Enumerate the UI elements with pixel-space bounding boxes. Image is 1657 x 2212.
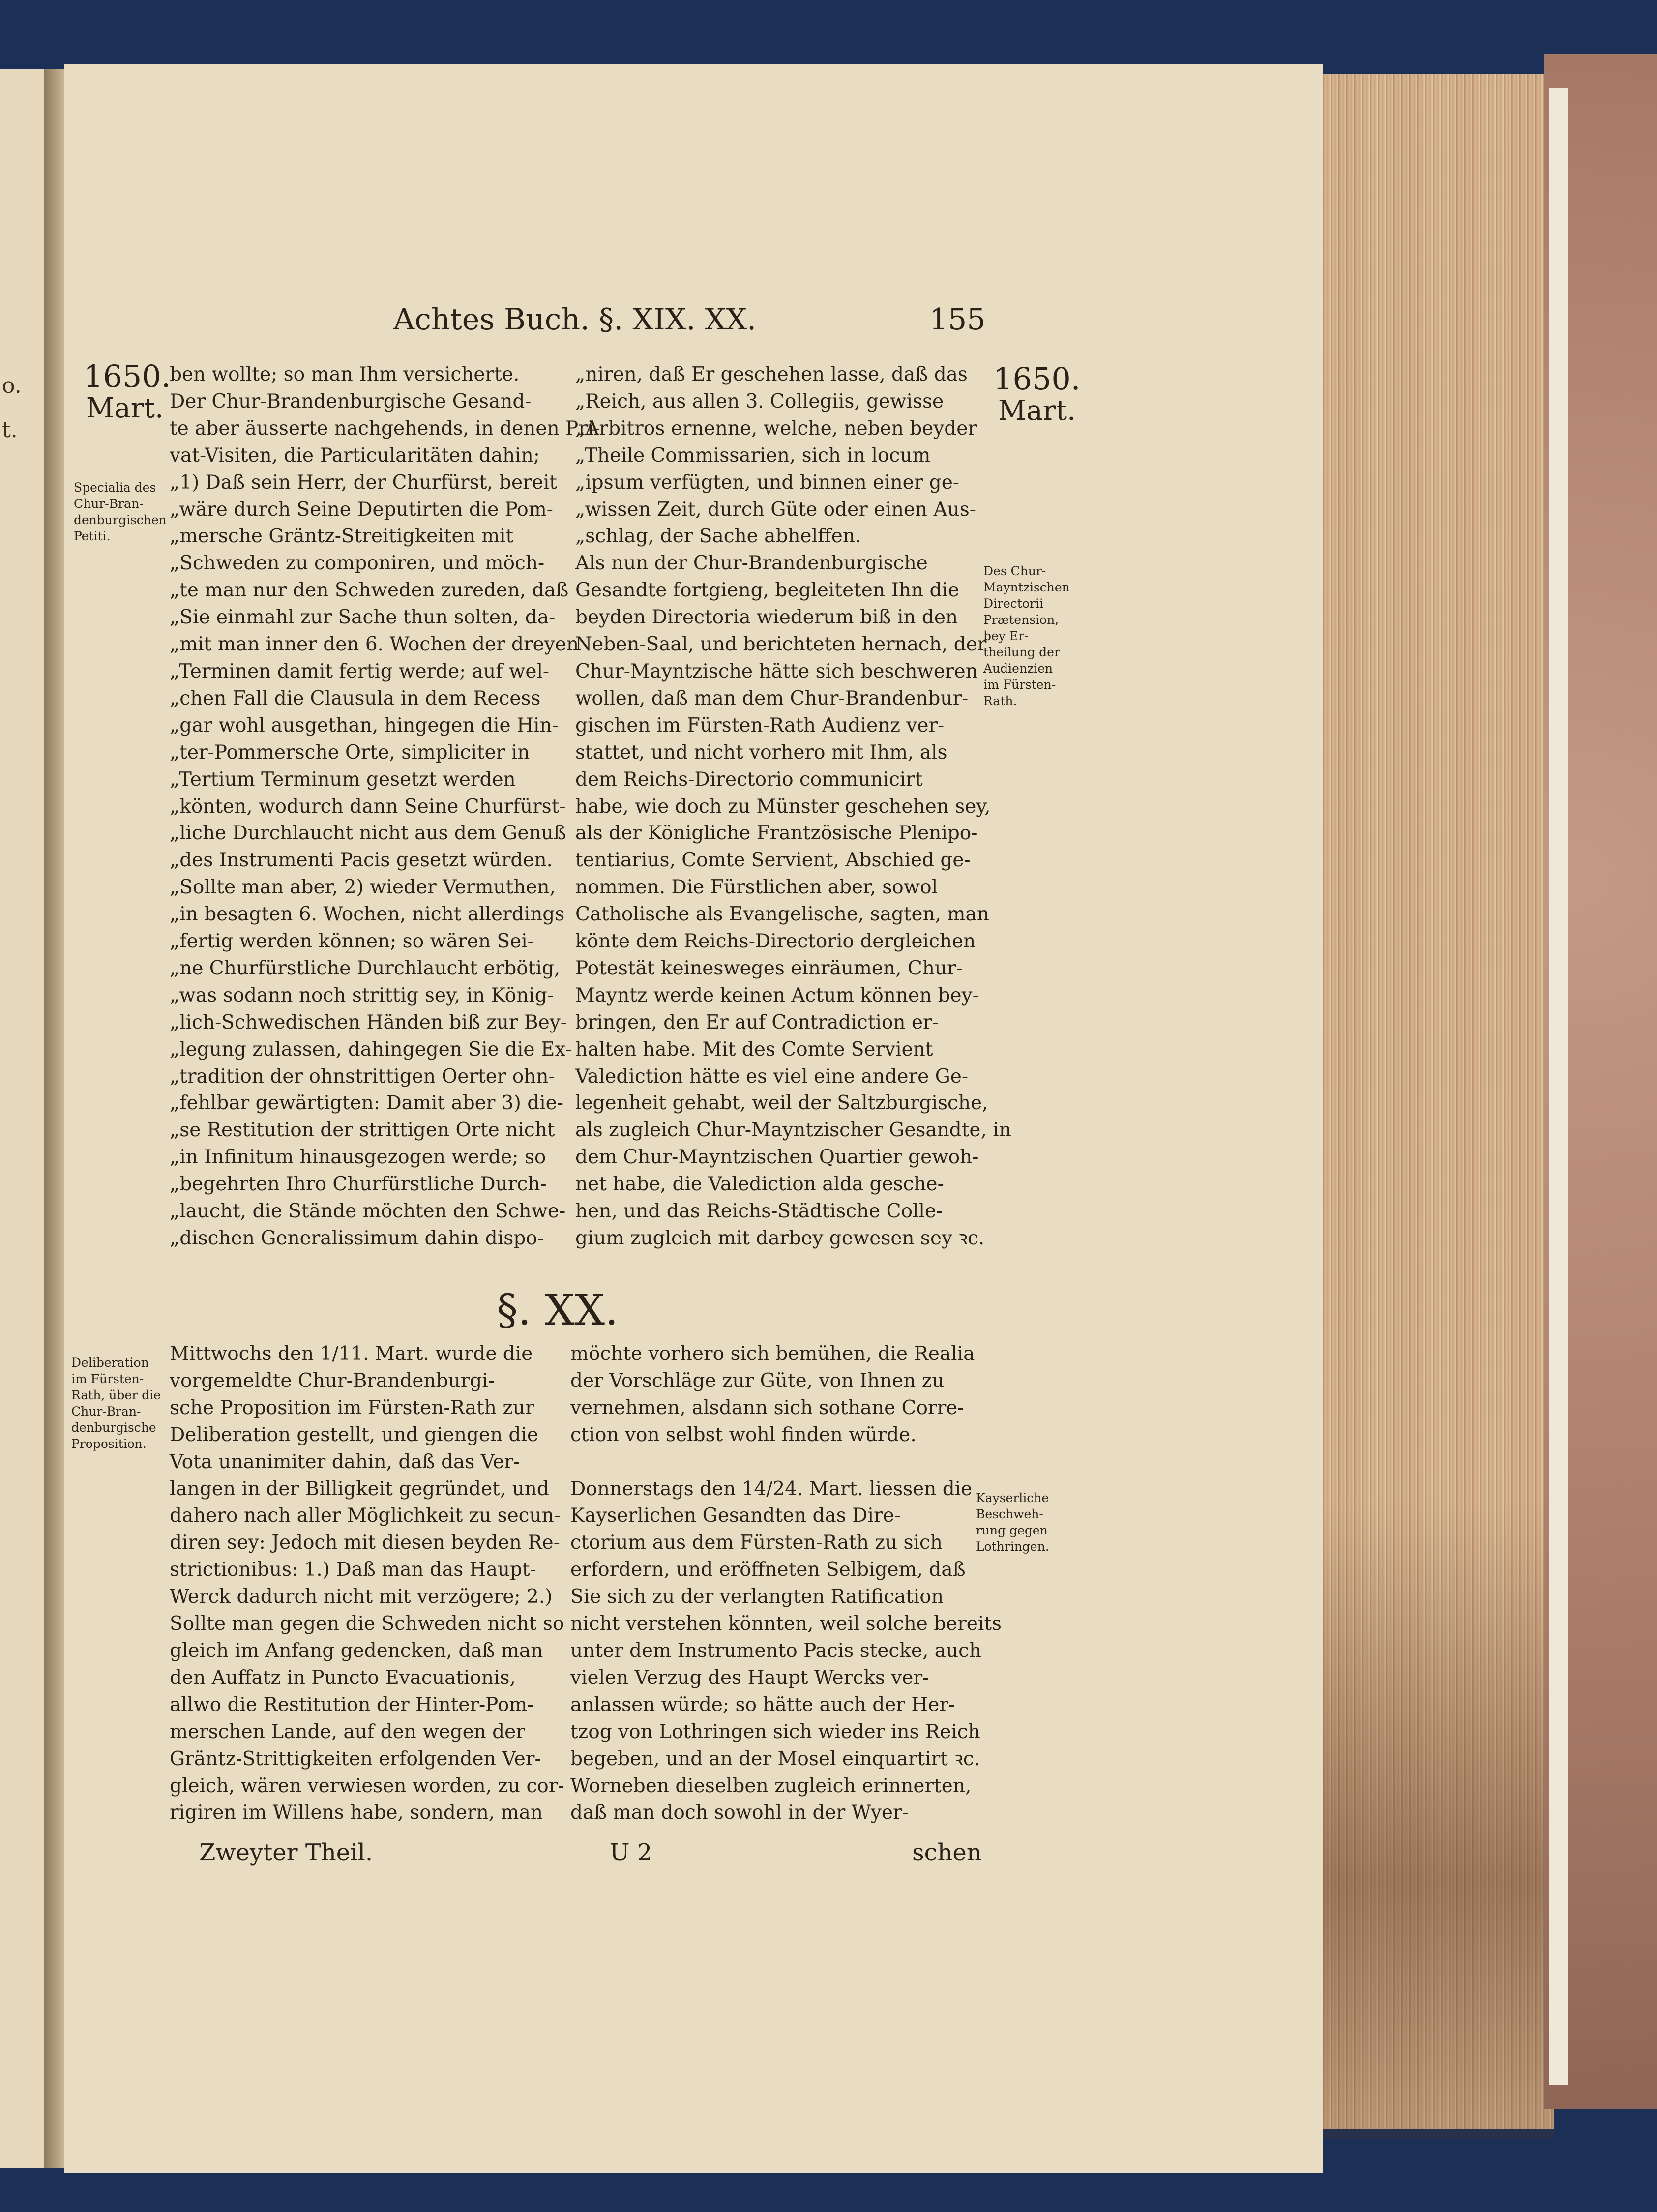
text-line: „mersche Gräntz-Streitigkeiten mit — [170, 525, 514, 548]
running-header — [393, 302, 986, 347]
margin-month-right: Mart. — [998, 395, 1076, 427]
text-line: „Reich, aus allen 3. Collegiis, gewisse — [575, 390, 944, 413]
note-line: Prætension, — [983, 613, 1059, 627]
text-line: „begehrten Ihro Churfürstliche Durch- — [170, 1173, 547, 1196]
text-line: der Vorschläge zur Güte, von Ihnen zu — [570, 1369, 945, 1392]
text-line: ction von selbst wohl finden würde. — [570, 1423, 917, 1446]
note-line: bey Er- — [983, 629, 1029, 643]
text-line: könte dem Reichs-Directorio dergleichen — [575, 930, 976, 953]
note-line: Specialia des — [74, 480, 156, 495]
footer-volume: Zweyter Theil. — [199, 1839, 373, 1866]
text-line: wollen, daß man dem Chur-Brandenbur- — [575, 687, 969, 709]
text-line: Valediction hätte es viel eine andere Ge- — [575, 1065, 969, 1088]
text-line: Catholische als Evangelische, sagten, man — [575, 903, 989, 926]
text-line: den Auffatz in Puncto Evacuationis, — [170, 1666, 516, 1689]
text-line: gischen im Fürsten-Rath Audienz ver- — [575, 714, 945, 737]
text-line: „Sollte man aber, 2) wieder Vermuthen, — [170, 876, 556, 899]
note-line: Petiti. — [74, 529, 111, 543]
note-line: denburgische — [71, 1420, 156, 1435]
text-line: „legung zulassen, dahingegen Sie die Ex- — [170, 1038, 572, 1061]
text-line: dahero nach aller Möglichkeit zu secun- — [170, 1504, 561, 1527]
text-line: als zugleich Chur-Mayntzischer Gesandte, in — [575, 1119, 1011, 1142]
text-line: „gar wohl ausgethan, hingegen die Hin- — [170, 714, 559, 737]
text-line: „te man nur den Schweden zureden, daß — [170, 579, 569, 602]
text-line: „wissen Zeit, durch Güte oder einen Aus- — [575, 498, 976, 521]
note-line: im Fürsten- — [983, 678, 1056, 692]
text-line: Sollte man gegen die Schweden nicht so — [170, 1613, 564, 1635]
page-number: 155 — [929, 302, 986, 337]
text-line: „des Instrumenti Pacis gesetzt würden. — [170, 849, 553, 872]
text-line: begeben, und an der Mosel einquartirt ꝛc. — [570, 1747, 980, 1770]
note-line: Kayserliche — [976, 1491, 1049, 1505]
note-line: Des Chur- — [983, 564, 1046, 578]
margin-note-kayserliche — [976, 1490, 1049, 1555]
text-line: Deliberation gestellt, und giengen die — [170, 1423, 538, 1446]
text-line: legenheit gehabt, weil der Saltzburgische, — [575, 1092, 988, 1115]
text-line: Donnerstags den 14/24. Mart. liessen die — [570, 1477, 973, 1500]
text-line: halten habe. Mit des Comte Servient — [575, 1038, 933, 1061]
text-line: Neben-Saal, und berichteten hernach, der — [575, 633, 987, 656]
text-line: Kayserlichen Gesandten das Dire- — [570, 1504, 901, 1527]
footer-catchword: schen — [912, 1839, 982, 1866]
text-line: Gräntz-Strittigkeiten erfolgenden Ver- — [170, 1747, 541, 1770]
note-line: Deliberation — [71, 1356, 149, 1370]
text-line: „tradition der ohnstrittigen Oerter ohn- — [170, 1065, 555, 1088]
text-line: „wäre durch Seine Deputirten die Pom- — [170, 498, 553, 521]
text-line: tzog von Lothringen sich wieder ins Reich — [570, 1720, 980, 1743]
text-line: allwo die Restitution der Hinter-Pom- — [170, 1693, 534, 1716]
left-page-fragments — [2, 364, 41, 452]
page-block-edges — [1323, 74, 1554, 2129]
text-line: „Terminen damit fertig werde; auf wel- — [170, 660, 550, 682]
text-line: „dischen Generalissimum dahin dispo- — [170, 1227, 544, 1249]
running-title: Achtes Buch. §. XIX. XX. — [393, 302, 757, 337]
left-fragment: o. — [2, 373, 22, 398]
text-line: ctorium aus dem Fürsten-Rath zu sich — [570, 1532, 943, 1554]
text-line: rigiren im Willens habe, sondern, man — [170, 1801, 543, 1824]
section20-left-column — [170, 1341, 564, 1827]
text-line: anlassen würde; so hätte auch der Her- — [570, 1693, 955, 1716]
text-line: möchte vorhero sich bemühen, die Realia — [570, 1343, 975, 1365]
text-line: „in besagten 6. Wochen, nicht allerdings — [170, 903, 565, 926]
text-line: te aber äusserte nachgehends, in denen Pri- — [170, 417, 600, 440]
text-line: Mayntz werde keinen Actum können bey- — [575, 984, 979, 1006]
text-line: Vota unanimiter dahin, daß das Ver- — [170, 1450, 520, 1473]
note-line: Chur-Bran- — [71, 1404, 141, 1418]
text-line: daß man doch sowohl in der Wyer- — [570, 1801, 909, 1824]
note-line: Rath. — [983, 694, 1017, 708]
book-gutter — [44, 69, 64, 2168]
text-line: habe, wie doch zu Münster geschehen sey, — [575, 795, 991, 818]
text-line: unter dem Instrumento Pacis stecke, auch — [570, 1639, 982, 1662]
text-line: „liche Durchlaucht nicht aus dem Genuß — [170, 822, 566, 845]
text-line: tentiarius, Comte Servient, Abschied ge- — [575, 849, 971, 872]
margin-year-left: 1650. — [84, 358, 171, 394]
text-line: stattet, und nicht vorhero mit Ihm, als — [575, 741, 947, 764]
text-line: dem Chur-Mayntzischen Quartier gewoh- — [575, 1146, 979, 1169]
note-line: denburgischen — [74, 513, 167, 527]
text-line: Chur-Mayntzische hätte sich beschweren — [575, 660, 978, 682]
section20-right-column — [570, 1341, 1002, 1827]
text-line: Der Chur-Brandenburgische Gesand- — [170, 390, 532, 413]
note-line: theilung der — [983, 645, 1060, 659]
margin-month-left: Mart. — [86, 392, 164, 424]
text-line: vorgemeldte Chur-Brandenburgi- — [170, 1369, 495, 1392]
text-line: „fertig werden können; so wären Sei- — [170, 930, 534, 953]
text-line: „chen Fall die Clausula in dem Recess — [170, 687, 541, 709]
text-line: gleich im Anfang gedencken, daß man — [170, 1639, 543, 1662]
text-line: „ipsum verfügten, und binnen einer ge- — [575, 471, 959, 494]
text-line: „in Infinitum hinausgezogen werde; so — [170, 1146, 546, 1169]
text-line: „niren, daß Er geschehen lasse, daß das — [575, 363, 968, 385]
text-line: Sie sich zu der verlangten Ratification — [570, 1586, 944, 1608]
note-line: Proposition. — [71, 1437, 147, 1451]
text-line: Als nun der Chur-Brandenburgische — [575, 552, 928, 575]
text-line: „Tertium Terminum gesetzt werden — [170, 768, 516, 791]
text-line: net habe, die Valediction alda gesche- — [575, 1173, 944, 1196]
note-line: Rath, über die — [71, 1388, 161, 1402]
text-line: „fehlbar gewärtigten: Damit aber 3) die- — [170, 1092, 563, 1115]
text-line: gium zugleich mit darbey gewesen sey ꝛc. — [575, 1227, 985, 1249]
text-line: gleich, wären verwiesen worden, zu cor- — [170, 1774, 564, 1797]
text-line: diren sey: Jedoch mit diesen beyden Re- — [170, 1532, 560, 1554]
text-line: als der Königliche Frantzösische Plenipo- — [575, 822, 978, 845]
text-line: „laucht, die Stände möchten den Schwe- — [170, 1200, 566, 1223]
text-line: „Sie einmahl zur Sache thun solten, da- — [170, 606, 556, 629]
edge-stain — [1323, 1500, 1554, 2139]
text-line — [570, 1449, 971, 1476]
note-line: Audienzien — [983, 661, 1053, 676]
endpaper-edge — [1549, 88, 1568, 2085]
text-line: nommen. Die Fürstlichen aber, sowol — [575, 876, 938, 899]
text-line: „se Restitution der strittigen Orte nicht — [170, 1119, 555, 1142]
left-fragment: t. — [2, 417, 18, 442]
text-line: ben wollte; so man Ihm versicherte. — [170, 363, 520, 385]
text-line: Potestät keinesweges einräumen, Chur- — [575, 957, 963, 979]
text-line: strictionibus: 1.) Daß man das Haupt- — [170, 1559, 536, 1581]
text-line: „Theile Commissarien, sich in locum — [575, 444, 931, 467]
text-line: „ter-Pommersche Orte, simpliciter in — [170, 741, 530, 764]
text-line: „schlag, der Sache abhelffen. — [575, 525, 861, 548]
margin-note-chur-maynz — [983, 563, 1070, 709]
text-line: „ne Churfürstliche Durchlaucht erbötig, — [170, 957, 561, 979]
text-line: „könten, wodurch dann Seine Churfürst- — [170, 795, 566, 818]
text-line: vielen Verzug des Haupt Wercks ver- — [570, 1666, 929, 1689]
text-line: beyden Directoria wiederum biß in den — [575, 606, 958, 629]
text-line: merschen Lande, auf den wegen der — [170, 1720, 525, 1743]
text-line: Worneben dieselben zugleich erinnerten, — [570, 1774, 972, 1797]
text-line: nicht verstehen könnten, weil solche bereits — [570, 1613, 1002, 1635]
text-line: langen in der Billigkeit gegründet, und — [170, 1477, 549, 1500]
text-line: vernehmen, alsdann sich sothane Corre- — [570, 1396, 964, 1419]
margin-note-deliberation — [71, 1355, 161, 1452]
note-line: Chur-Bran- — [74, 497, 144, 511]
text-line: „lich-Schwedischen Händen biß zur Bey- — [170, 1011, 567, 1033]
text-line: erfordern, und eröffneten Selbigem, daß — [570, 1559, 966, 1581]
text-line: „1) Daß sein Herr, der Churfürst, bereit — [170, 471, 557, 494]
text-line: vat-Visiten, die Particularitäten dahin; — [170, 444, 540, 467]
text-line: „Schweden zu componiren, und möch- — [170, 552, 545, 575]
section-heading: §. XX. — [497, 1286, 619, 1335]
text-line: hen, und das Reichs-Städtische Colle- — [575, 1200, 943, 1223]
note-line: Directorii — [983, 596, 1043, 611]
note-line: im Fürsten- — [71, 1372, 144, 1386]
note-line: Lothringen. — [976, 1539, 1049, 1554]
text-line: Werck dadurch nicht mit verzögere; 2.) — [170, 1586, 553, 1608]
section19-left-column — [170, 361, 600, 1252]
text-line: „was sodann noch strittig sey, in König- — [170, 984, 554, 1006]
text-line: „mit man inner den 6. Wochen der dreyen — [170, 633, 579, 656]
note-line: Beschweh- — [976, 1507, 1043, 1521]
left-page-edge — [0, 69, 45, 2168]
margin-note-specialia — [74, 479, 167, 544]
text-line: Mittwochs den 1/11. Mart. wurde die — [170, 1343, 533, 1365]
text-line: bringen, den Er auf Contradiction er- — [575, 1011, 939, 1033]
text-line: sche Proposition im Fürsten-Rath zur — [170, 1396, 534, 1419]
note-line: rung gegen — [976, 1523, 1048, 1537]
footer-signature: U 2 — [610, 1839, 652, 1866]
note-line: Mayntzischen — [983, 580, 1070, 594]
text-line: Gesandte fortgieng, begleiteten Ihn die — [575, 579, 959, 602]
margin-year-right: 1650. — [993, 361, 1081, 397]
text-line: dem Reichs-Directorio communicirt — [575, 768, 923, 791]
text-line: „Arbitros ernenne, welche, neben beyder — [575, 417, 977, 440]
